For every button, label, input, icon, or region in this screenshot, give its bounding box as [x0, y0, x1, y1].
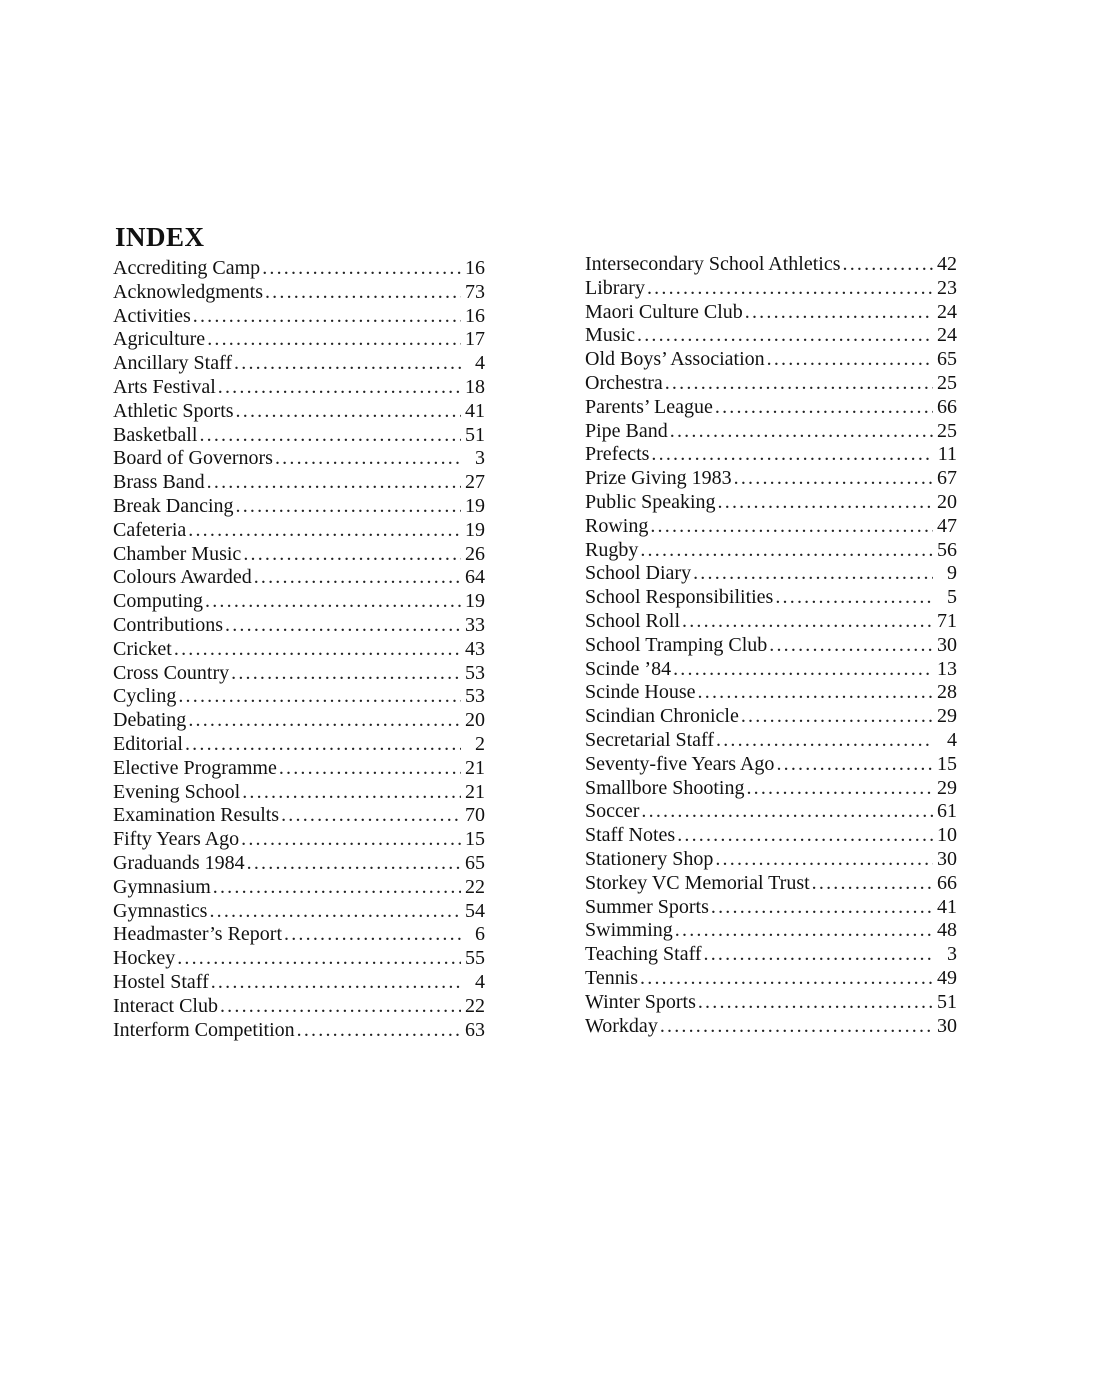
index-entry [113, 305, 485, 329]
index-entry-page-number: 19 [465, 518, 485, 541]
index-entry-label: Teaching Staff [585, 943, 702, 966]
index-entry-page-number: 16 [465, 257, 485, 279]
index-entry-page-number: 41 [465, 399, 485, 422]
dot-leader [775, 586, 933, 610]
dot-leader [254, 566, 461, 590]
dot-leader [284, 923, 461, 947]
index-entry [585, 348, 957, 372]
index-entry-label: Music [585, 324, 635, 347]
index-entry-page-number: 49 [937, 966, 957, 989]
dot-leader [207, 471, 461, 495]
index-entry-label: Accrediting Camp [113, 257, 261, 279]
dot-leader [675, 919, 933, 943]
index-entry [585, 967, 957, 991]
index-entry-page-number: 24 [937, 300, 957, 323]
index-entry-label: Scinde ’84 [585, 657, 672, 680]
index-entry [113, 733, 485, 757]
index-entry-page-number: 71 [937, 609, 957, 632]
dot-leader [640, 967, 933, 991]
index-entry-page-number: 30 [937, 847, 957, 870]
dot-leader [275, 447, 461, 471]
index-entry [585, 824, 957, 848]
index-entry-page-number: 42 [937, 253, 957, 275]
dot-leader [243, 543, 461, 567]
index-entry-label: Cafeteria [113, 518, 187, 541]
index-entry [585, 443, 957, 467]
index-entry-label: Agriculture [113, 328, 206, 351]
dot-leader [185, 733, 461, 757]
index-entry [113, 900, 485, 924]
dot-leader [265, 281, 461, 305]
dot-leader [734, 467, 933, 491]
dot-leader [247, 852, 461, 876]
index-entry-page-number: 5 [947, 586, 957, 609]
index-entry [585, 586, 957, 610]
index-entry-label: Evening School [113, 780, 241, 803]
index-entry-label: Parents’ League [585, 395, 713, 418]
index-entry-label: Activities [113, 304, 191, 327]
index-entry-page-number: 51 [465, 423, 485, 446]
index-entry-page-number: 13 [937, 657, 957, 680]
index-entry-page-number: 20 [937, 490, 957, 513]
index-entry-page-number: 30 [937, 1014, 957, 1037]
dot-leader [769, 634, 933, 658]
index-entry-page-number: 16 [465, 304, 485, 327]
index-entry-label: Cycling [113, 685, 177, 708]
index-entry-label: Acknowledgments [113, 280, 263, 303]
page-title: INDEX [115, 222, 205, 252]
dot-leader [647, 277, 933, 301]
dot-leader [193, 305, 461, 329]
index-entry-page-number: 41 [937, 895, 957, 918]
index-entry-label: Orchestra [585, 371, 663, 394]
dot-leader [670, 420, 933, 444]
dot-leader [715, 848, 933, 872]
index-entry-label: Scindian Chronicle [585, 705, 739, 728]
index-entry [585, 324, 957, 348]
index-entry-page-number: 47 [937, 514, 957, 537]
index-entry-page-number: 11 [937, 443, 957, 466]
dot-leader [262, 257, 461, 281]
index-entry [113, 638, 485, 662]
index-entry [585, 800, 957, 824]
index-entry-label: Rowing [585, 514, 649, 537]
index-entry-page-number: 4 [475, 352, 485, 375]
dot-leader [677, 824, 933, 848]
index-entry-label: Scinde House [585, 681, 696, 704]
index-entry-page-number: 17 [465, 328, 485, 351]
index-entry-page-number: 4 [475, 970, 485, 993]
index-entry-label: Colours Awarded [113, 566, 252, 589]
index-entry-label: Summer Sports [585, 895, 709, 918]
index-entry-page-number: 6 [475, 923, 485, 946]
index-entry-page-number: 43 [465, 637, 485, 660]
index-column-left [113, 257, 485, 1042]
index-entry-page-number: 66 [937, 395, 957, 418]
index-entry-page-number: 18 [465, 375, 485, 398]
index-entry [113, 281, 485, 305]
index-entry-page-number: 33 [465, 613, 485, 636]
dot-leader [213, 876, 461, 900]
dot-leader [718, 491, 933, 515]
dot-leader [651, 443, 933, 467]
index-entry [113, 566, 485, 590]
index-entry [113, 614, 485, 638]
index-entry-label: Winter Sports [585, 990, 696, 1013]
index-entry-label: Maori Culture Club [585, 300, 743, 323]
dot-leader [682, 610, 933, 634]
index-entry [113, 923, 485, 947]
index-entry-page-number: 24 [937, 324, 957, 347]
index-entry-label: Workday [585, 1014, 658, 1037]
index-entry [585, 372, 957, 396]
dot-leader [281, 804, 461, 828]
index-entry-label: Headmaster’s Report [113, 923, 283, 946]
index-entry-page-number: 30 [937, 633, 957, 656]
index-entry [113, 852, 485, 876]
dot-leader [188, 519, 461, 543]
index-entry-page-number: 22 [465, 875, 485, 898]
index-entry [585, 301, 957, 325]
index-entry-page-number: 29 [937, 776, 957, 799]
index-entry-label: Public Speaking [585, 490, 716, 513]
index-entry-label: Brass Band [113, 471, 205, 494]
index-entry-page-number: 55 [465, 947, 485, 970]
index-entry [585, 491, 957, 515]
index-entry-label: Smallbore Shooting [585, 776, 745, 799]
index-entry [585, 467, 957, 491]
index-entry-page-number: 66 [937, 871, 957, 894]
index-entry-page-number: 65 [937, 348, 957, 371]
dot-leader [715, 396, 933, 420]
index-entry [585, 634, 957, 658]
index-entry-label: Rugby [585, 538, 639, 561]
index-entry-page-number: 15 [937, 752, 957, 775]
index-entry-label: Hockey [113, 947, 176, 970]
index-entry [585, 777, 957, 801]
index-entry [113, 1019, 485, 1043]
index-entry-page-number: 25 [937, 371, 957, 394]
dot-leader [650, 515, 933, 539]
index-entry [113, 971, 485, 995]
index-entry [113, 471, 485, 495]
index-entry-page-number: 54 [465, 899, 485, 922]
index-entry-label: School Roll [585, 609, 681, 632]
dot-leader [188, 709, 461, 733]
index-entry-label: Break Dancing [113, 494, 234, 517]
index-entry-label: School Diary [585, 562, 692, 585]
index-entry [585, 277, 957, 301]
dot-leader [716, 729, 933, 753]
index-entry-label: Swimming [585, 919, 673, 942]
index-entry-label: Cross Country [113, 661, 230, 684]
index-entry-label: Arts Festival [113, 375, 216, 398]
dot-leader [236, 495, 461, 519]
index-entry [113, 757, 485, 781]
dot-leader [704, 943, 933, 967]
index-entry [113, 685, 485, 709]
index-entry-page-number: 27 [465, 471, 485, 494]
index-entry-label: Secretarial Staff [585, 728, 715, 751]
index-entry [113, 709, 485, 733]
index-entry [113, 543, 485, 567]
dot-leader [698, 681, 933, 705]
dot-leader [178, 685, 461, 709]
index-entry [113, 352, 485, 376]
index-entry-label: Cricket [113, 637, 172, 660]
dot-leader [279, 757, 461, 781]
index-entry [113, 781, 485, 805]
index-entry-page-number: 22 [465, 994, 485, 1017]
dot-leader [174, 638, 461, 662]
index-entry-label: Staff Notes [585, 824, 676, 847]
index-entry [585, 253, 957, 277]
dot-leader [698, 991, 933, 1015]
index-entry-page-number: 48 [937, 919, 957, 942]
index-entry-label: Contributions [113, 613, 224, 636]
index-entry-page-number: 70 [465, 804, 485, 827]
index-entry [585, 991, 957, 1015]
index-entry [113, 947, 485, 971]
index-column-right [585, 253, 957, 1038]
dot-leader [297, 1019, 461, 1043]
dot-leader [225, 614, 461, 638]
index-entry [585, 729, 957, 753]
index-entry-page-number: 53 [465, 685, 485, 708]
dot-leader [693, 562, 933, 586]
dot-leader [843, 253, 934, 277]
index-entry [113, 424, 485, 448]
dot-leader [231, 662, 461, 686]
index-entry-label: Interform Competition [113, 1018, 295, 1041]
index-entry [113, 519, 485, 543]
index-entry [585, 562, 957, 586]
dot-leader [673, 658, 933, 682]
index-entry [113, 400, 485, 424]
index-entry-label: Interact Club [113, 994, 218, 1017]
index-entry-page-number: 21 [465, 756, 485, 779]
index-entry-label: Seventy-five Years Ago [585, 752, 775, 775]
index-entry [585, 848, 957, 872]
index-entry-page-number: 51 [937, 990, 957, 1013]
dot-leader [812, 872, 933, 896]
index-entry-label: Prefects [585, 443, 650, 466]
dot-leader [220, 995, 461, 1019]
index-entry-page-number: 3 [475, 447, 485, 470]
index-entry-label: Soccer [585, 800, 640, 823]
index-entry [113, 328, 485, 352]
index-entry-page-number: 2 [475, 732, 485, 755]
index-entry-label: Gymnasium [113, 875, 211, 898]
dot-leader [218, 376, 461, 400]
index-entry-page-number: 9 [947, 562, 957, 585]
index-entry [585, 896, 957, 920]
dot-leader [711, 896, 933, 920]
index-entry-label: Hostel Staff [113, 970, 209, 993]
index-entry-label: Board of Governors [113, 447, 273, 470]
index-entry-page-number: 23 [937, 276, 957, 299]
index-entry-page-number: 61 [937, 800, 957, 823]
index-entry-page-number: 26 [465, 542, 485, 565]
index-entry-page-number: 67 [937, 467, 957, 490]
index-entry [113, 495, 485, 519]
index-entry-page-number: 63 [465, 1018, 485, 1041]
dot-leader [205, 590, 461, 614]
index-entry-label: Basketball [113, 423, 198, 446]
index-entry-label: School Tramping Club [585, 633, 768, 656]
index-entry-label: Pipe Band [585, 419, 668, 442]
index-entry-page-number: 28 [937, 681, 957, 704]
index-entry-label: Chamber Music [113, 542, 242, 565]
index-entry-page-number: 56 [937, 538, 957, 561]
dot-leader [660, 1015, 933, 1039]
index-entry [585, 753, 957, 777]
index-entry-page-number: 21 [465, 780, 485, 803]
index-entry-page-number: 25 [937, 419, 957, 442]
dot-leader [199, 424, 461, 448]
index-entry-label: Intersecondary School Athletics [585, 253, 841, 275]
index-entry [585, 681, 957, 705]
index-entry [113, 828, 485, 852]
dot-leader [776, 753, 933, 777]
dot-leader [641, 800, 933, 824]
index-entry-page-number: 19 [465, 494, 485, 517]
index-entry-page-number: 10 [937, 824, 957, 847]
dot-leader [242, 781, 461, 805]
index-entry-label: Gymnastics [113, 899, 208, 922]
index-entry [113, 376, 485, 400]
dot-leader [745, 301, 933, 325]
index-entry-page-number: 53 [465, 661, 485, 684]
index-entry-label: Fifty Years Ago [113, 828, 240, 851]
index-entry-label: Elective Programme [113, 756, 277, 779]
dot-leader [209, 900, 461, 924]
dot-leader [637, 324, 933, 348]
dot-leader [741, 705, 933, 729]
dot-leader [746, 777, 933, 801]
dot-leader [177, 947, 461, 971]
index-entry-label: Prize Giving 1983 [585, 467, 732, 490]
index-entry-label: Stationery Shop [585, 847, 714, 870]
index-entry [113, 257, 485, 281]
index-entry-page-number: 29 [937, 705, 957, 728]
dot-leader [640, 539, 933, 563]
index-entry-page-number: 15 [465, 828, 485, 851]
index-entry [113, 590, 485, 614]
index-entry-page-number: 4 [947, 728, 957, 751]
index-entry [585, 1015, 957, 1039]
index-entry [585, 396, 957, 420]
index-entry-label: Ancillary Staff [113, 352, 233, 375]
dot-leader [241, 828, 461, 852]
index-entry-label: School Responsibilities [585, 586, 774, 609]
index-entry-page-number: 64 [465, 566, 485, 589]
index-entry [113, 876, 485, 900]
index-entry [585, 872, 957, 896]
index-entry [113, 662, 485, 686]
index-entry [585, 919, 957, 943]
dot-leader [234, 352, 461, 376]
dot-leader [211, 971, 461, 995]
index-entry [585, 658, 957, 682]
index-entry-label: Debating [113, 709, 187, 732]
index-entry-label: Old Boys’ Association [585, 348, 765, 371]
index-entry [113, 804, 485, 828]
index-entry-page-number: 20 [465, 709, 485, 732]
index-entry-label: Tennis [585, 966, 639, 989]
index-entry-label: Editorial [113, 732, 183, 755]
index-entry [113, 447, 485, 471]
index-entry-label: Examination Results [113, 804, 280, 827]
index-entry-label: Storkey VC Memorial Trust [585, 871, 810, 894]
dot-leader [207, 328, 461, 352]
index-entry-label: Graduands 1984 [113, 851, 245, 874]
index-entry [585, 539, 957, 563]
index-entry-label: Computing [113, 590, 204, 613]
index-entry-page-number: 19 [465, 590, 485, 613]
index-entry [585, 610, 957, 634]
index-entry-page-number: 73 [465, 280, 485, 303]
index-entry [585, 943, 957, 967]
index-entry-page-number: 3 [947, 943, 957, 966]
dot-leader [767, 348, 933, 372]
index-entry [585, 515, 957, 539]
dot-leader [236, 400, 461, 424]
index-entry-label: Library [585, 276, 645, 299]
index-entry [113, 995, 485, 1019]
index-entry [585, 705, 957, 729]
index-entry-page-number: 65 [465, 851, 485, 874]
index-entry [585, 420, 957, 444]
dot-leader [665, 372, 933, 396]
index-entry-label: Athletic Sports [113, 399, 234, 422]
